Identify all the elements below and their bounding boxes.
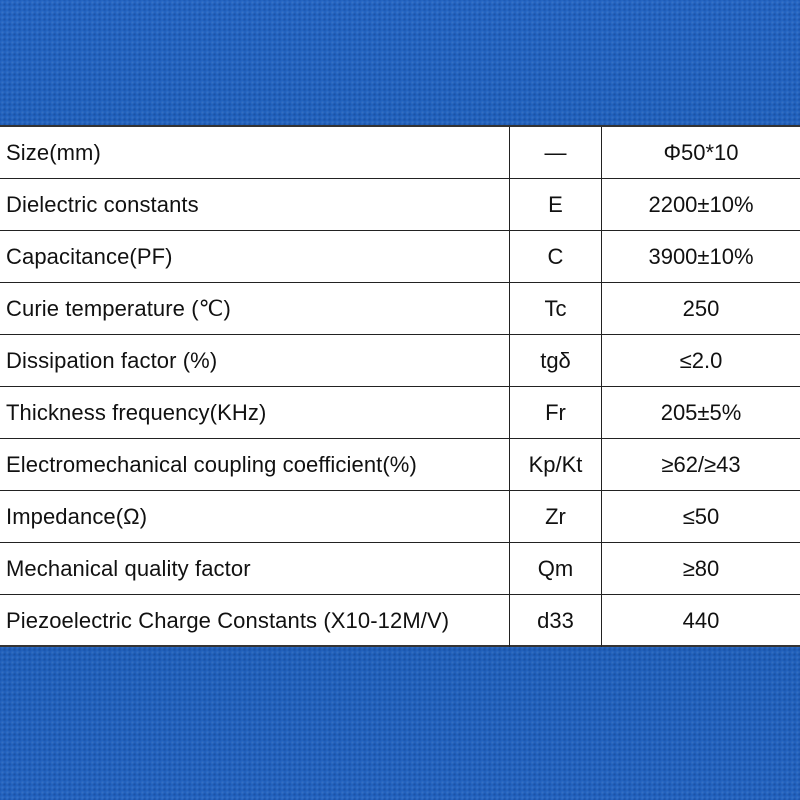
table-row: [0, 491, 800, 543]
parameter-name: Impedance(Ω): [0, 491, 510, 542]
table-row: [0, 127, 800, 179]
parameter-name: Dissipation factor (%): [0, 335, 510, 386]
parameter-symbol: E: [510, 179, 602, 230]
parameter-name: Thickness frequency(KHz): [0, 387, 510, 438]
parameter-symbol: C: [510, 231, 602, 282]
parameter-value: ≥80: [682, 555, 720, 581]
parameter-symbol: Kp/Kt: [510, 439, 602, 490]
parameter-symbol: d33: [510, 595, 602, 647]
parameter-symbol: —: [510, 127, 602, 178]
parameter-name: Electromechanical coupling coefficient(%): [0, 439, 510, 490]
table-row: [0, 387, 800, 439]
table-row: [0, 439, 800, 491]
parameter-value: 250: [682, 295, 720, 321]
parameter-value: ≤2.0: [679, 347, 723, 373]
parameter-symbol: tgδ: [510, 335, 602, 386]
parameter-value: 440: [682, 608, 720, 633]
parameter-symbol: Fr: [510, 387, 602, 438]
parameter-value: ≥62/≥43: [661, 451, 741, 477]
table-row: [0, 283, 800, 335]
specification-table: [0, 125, 800, 647]
parameter-value: 2200±10%: [648, 191, 754, 217]
parameter-value: Φ50*10: [663, 139, 739, 165]
parameter-name: Piezoelectric Charge Constants (X10-12M/V): [0, 595, 510, 647]
parameter-symbol: Tc: [510, 283, 602, 334]
parameter-value: 3900±10%: [648, 243, 754, 269]
parameter-name: Curie temperature (℃): [0, 283, 510, 334]
table-row: [0, 595, 800, 647]
parameter-symbol: Zr: [510, 491, 602, 542]
parameter-value: ≤50: [682, 503, 720, 529]
table-row: [0, 335, 800, 387]
table-row: [0, 543, 800, 595]
parameter-name: Mechanical quality factor: [0, 543, 510, 594]
table-row: [0, 179, 800, 231]
parameter-name: Size(mm): [0, 127, 510, 178]
parameter-value: 205±5%: [660, 399, 742, 425]
parameter-name: Capacitance(PF): [0, 231, 510, 282]
parameter-symbol: Qm: [510, 543, 602, 594]
table-row: [0, 231, 800, 283]
parameter-name: Dielectric constants: [0, 179, 510, 230]
